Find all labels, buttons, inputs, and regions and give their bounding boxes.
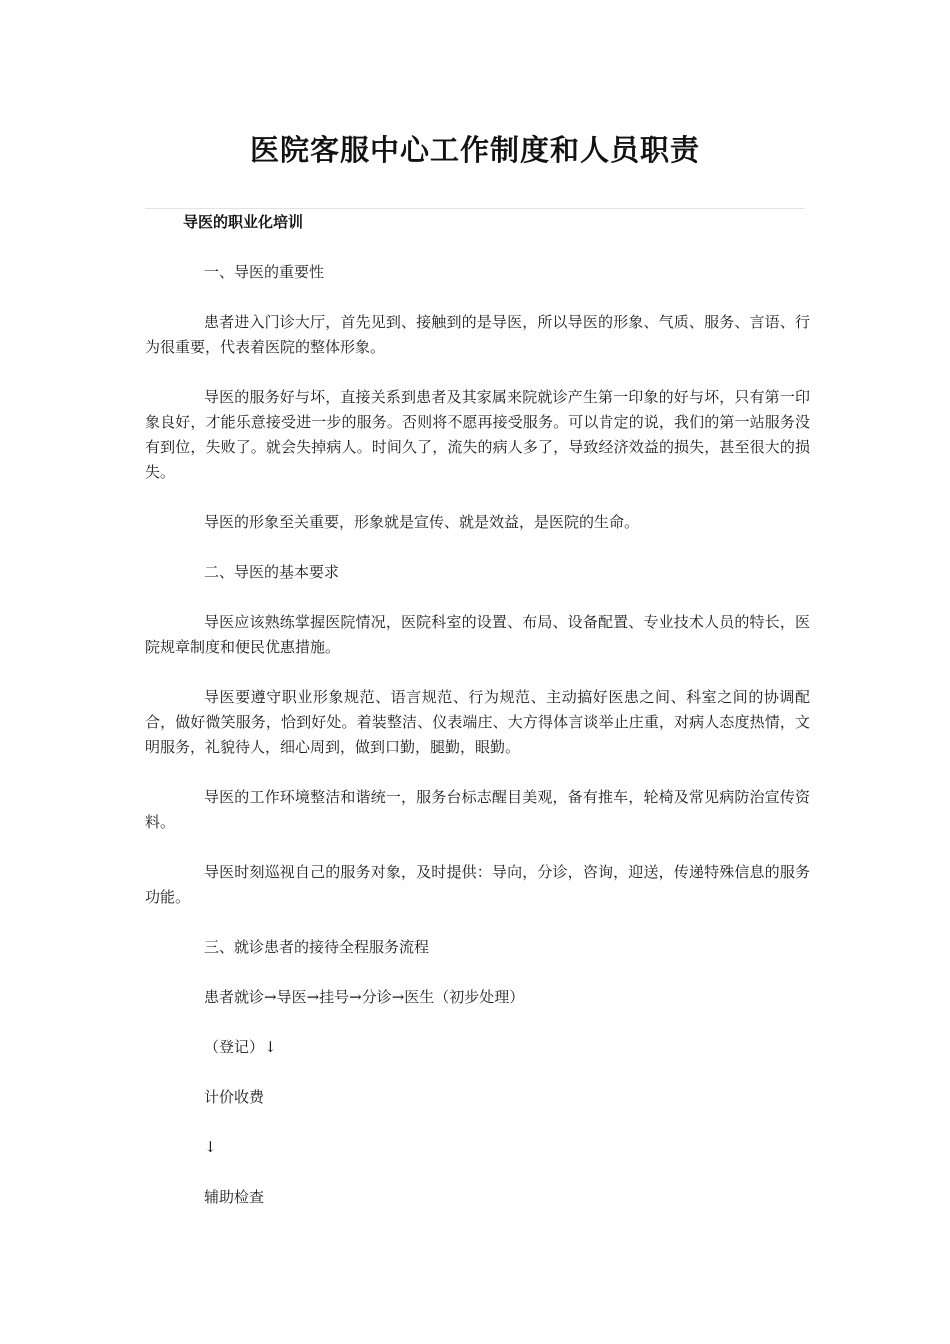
section-subheading: 导医的职业化培训 [183, 213, 304, 231]
paragraph: 导医应该熟练掌握医院情况，医院科室的设置、布局、设备配置、专业技术人员的特长，医院规章制度和便民优惠措施。 [145, 613, 810, 656]
paragraph: 导医时刻巡视自己的服务对象，及时提供：导向，分诊，咨询，迎送，传递特殊信息的服务功能。 [145, 863, 810, 906]
flow-step: 辅助检查 [204, 1188, 265, 1206]
paragraph: 导医的工作环境整洁和谐统一，服务台标志醒目美观，备有推车，轮椅及常见病防治宣传资料。 [145, 788, 810, 831]
paragraph: 导医要遵守职业形象规范、语言规范、行为规范、主动搞好医患之间、科室之间的协调配合，做好微笑服务，恰到好处。着装整洁、仪表端庄、大方得体言谈举止庄重，对病人态度热情，文明服务，礼貌待人，细心周到，做到口勤，腿勤，眼勤。 [145, 688, 810, 756]
flow-step: 患者就诊→导医→挂号→分诊→医生（初步处理） [204, 988, 525, 1006]
document-title: 医院客服中心工作制度和人员职责 [249, 133, 700, 167]
section-heading-process: 三、就诊患者的接待全程服务流程 [204, 938, 430, 956]
flow-arrow: ↓ [204, 1138, 217, 1156]
document-body [145, 210, 810, 1210]
paragraph: 患者进入门诊大厅，首先见到、接触到的是导医，所以导医的形象、气质、服务、言语、行为很重要，代表着医院的整体形象。 [145, 313, 810, 356]
title-divider [145, 208, 805, 209]
paragraph: 导医的服务好与坏，直接关系到患者及其家属来院就诊产生第一印象的好与坏，只有第一印象良好，才能乐意接受进一步的服务。否则将不愿再接受服务。可以肯定的说，我们的第一站服务没有到位，失败了。就会失掉病人。时间久了，流失的病人多了，导致经济效益的损失，甚至很大的损失。 [145, 388, 810, 481]
section-heading-importance: 一、导医的重要性 [204, 263, 325, 281]
paragraph: 导医的形象至关重要，形象就是宣传、就是效益，是医院的生命。 [204, 513, 640, 531]
section-heading-requirements: 二、导医的基本要求 [204, 563, 340, 581]
flow-step: （登记）↓ [204, 1038, 277, 1056]
flow-step: 计价收费 [204, 1088, 265, 1106]
